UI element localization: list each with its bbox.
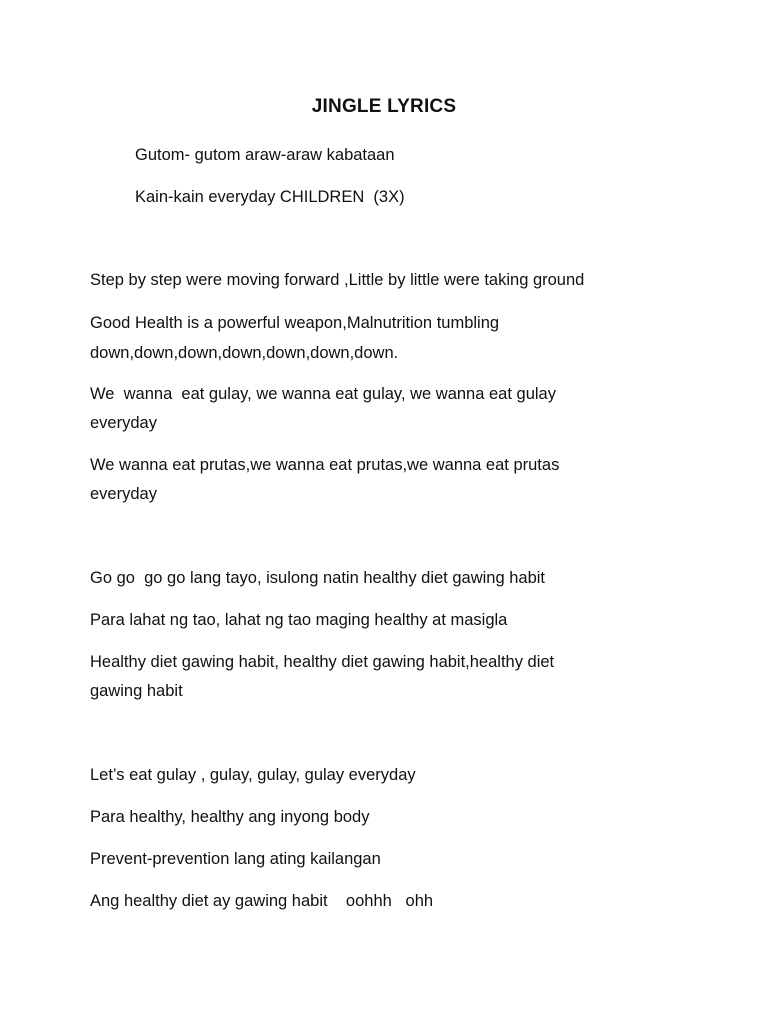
- verse1-line-5: everyday: [90, 414, 157, 432]
- verse2-line-3: Healthy diet gawing habit, healthy diet gawing habit,healthy diet: [90, 653, 555, 671]
- verse3-line-3: Prevent-prevention lang ating kailangan: [90, 850, 381, 868]
- verse1-line-3: down,down,down,down,down,down,down.: [90, 344, 399, 362]
- verse1-line-4: We wanna eat gulay, we wanna eat gulay, we wanna eat gulay: [90, 385, 556, 403]
- verse3-line-4: Ang healthy diet ay gawing habit oohhh ohh: [90, 892, 434, 910]
- verse1-line-6: We wanna eat prutas,we wanna eat prutas,we wanna eat prutas: [90, 456, 560, 474]
- verse2-line-4: gawing habit: [90, 682, 183, 700]
- verse1-line-7: everyday: [90, 485, 157, 503]
- intro-line-1: Gutom- gutom araw-araw kabataan: [135, 146, 395, 164]
- verse2-line-2: Para lahat ng tao, lahat ng tao maging healthy at masigla: [90, 611, 508, 629]
- verse2-line-1: Go go go go lang tayo, isulong natin healthy diet gawing habit: [90, 569, 545, 587]
- verse1-line-2: Good Health is a powerful weapon,Malnutrition tumbling: [90, 314, 500, 332]
- page-title: JINGLE LYRICS: [311, 96, 457, 117]
- verse3-line-2: Para healthy, healthy ang inyong body: [90, 808, 370, 826]
- intro-line-2: Kain-kain everyday CHILDREN (3X): [135, 188, 405, 206]
- verse1-line-1: Step by step were moving forward ,Little by little were taking ground: [90, 271, 585, 289]
- verse3-line-1: Let’s eat gulay , gulay, gulay, gulay everyday: [90, 766, 416, 784]
